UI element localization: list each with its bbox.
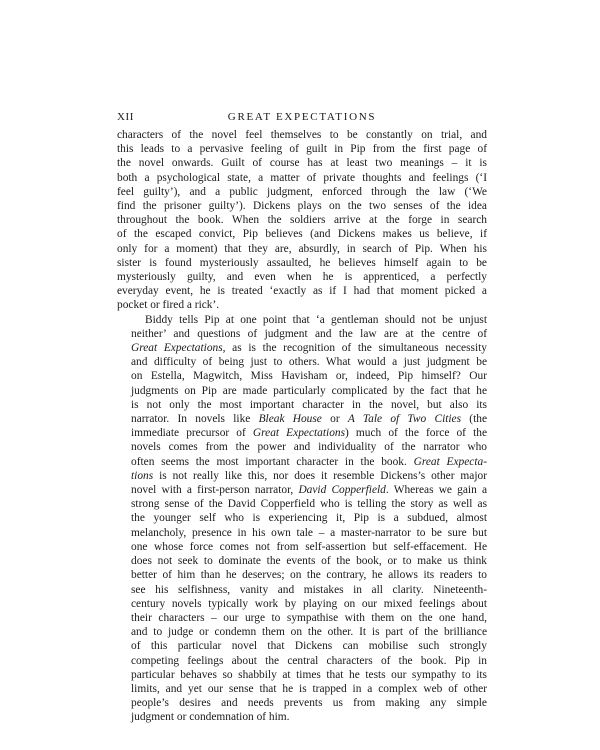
text-line: does not seek to dominate the events of the book, or to make us think xyxy=(131,555,487,568)
text-line: Biddy tells Pip at one point that ‘a gentleman should not be unjust xyxy=(145,313,487,326)
text-line: is not only the most important character in the novel, but also its xyxy=(131,398,487,411)
text-line: narrator. In novels like Bleak House or A Tale of Two Cities (the xyxy=(131,413,488,426)
text-line: particular behaves so shabbily at times that he tests our sympathy to its xyxy=(131,668,487,681)
text-line: feel guilty’), and a public judgment, enforced through the law (‘We xyxy=(117,185,487,198)
text-line: often seems the most important character in the book. Great Expecta- xyxy=(131,455,487,468)
text-line: find the prisoner guilty’). Dickens plays on the two senses of the idea xyxy=(117,200,487,213)
text-line: on Estella, Magwitch, Miss Havisham or, indeed, Pip himself? Our xyxy=(131,370,487,383)
text-line: both a psychological state, a matter of private thoughts and feelings (‘I xyxy=(117,171,487,184)
text-line: throughout the book. When the soldiers arrive at the forge in search xyxy=(117,214,487,227)
text-line: this leads to a pervasive feeling of guilt in Pip from the first page of xyxy=(117,143,487,156)
text-line: immediate precursor of Great Expectations) much of the force of the xyxy=(131,427,488,440)
text-line: novel with a first-person narrator, David Copperfield. Whereas we gain a xyxy=(131,484,487,497)
text-line: judgments on Pip are made particularly complicated by the fact that he xyxy=(131,384,487,397)
running-head xyxy=(117,111,487,127)
running-head-title: GREAT EXPECTATIONS xyxy=(227,111,377,123)
text-line: sister is found mysteriously assaulted, he believes himself again to be xyxy=(117,256,487,269)
text-line: better of him than he deserves; on the contrary, he allows its readers to xyxy=(131,569,487,582)
paragraph-1 xyxy=(117,128,487,313)
text-line: limits, and yet our sense that he is trapped in a complex web of other xyxy=(131,682,487,695)
text-line: strong sense of the David Copperfield who is telling the story as well as xyxy=(131,498,487,511)
page-number: XII xyxy=(117,111,135,123)
text-line: mysteriously guilty, and even when he is apprenticed, a perfectly xyxy=(117,271,487,284)
text-line: the younger self who is experiencing it, Pip is a subdued, almost xyxy=(131,512,487,525)
text-line: melancholy, presence in his own tale – a master-narrator to be sure but xyxy=(131,526,487,539)
text-line: pocket or fired a rick’. xyxy=(117,299,220,312)
paragraph-2 xyxy=(117,313,487,725)
text-line: of the escaped convict, Pip believes (and Dickens makes us believe, if xyxy=(117,228,487,241)
text-line: and difficulty of being just to others. What would a just judgment be xyxy=(131,356,487,369)
text-line: neither’ and questions of judgment and the law are at the centre of xyxy=(131,327,487,340)
text-line: novels comes from the power and individuality of the narrator who xyxy=(131,441,487,454)
text-line: one whose force comes not from self-assertion but self-effacement. He xyxy=(131,540,487,553)
text-line: their characters – our urge to sympathise with them on the one hand, xyxy=(131,611,487,624)
text-line: judgment or condemnation of him. xyxy=(131,711,290,724)
text-line: characters of the novel feel themselves to be constantly on trial, and xyxy=(117,129,487,141)
text-line: only for a moment) that they are, absurdly, in search of Pip. When his xyxy=(117,242,487,255)
text-line: everyday event, he is treated ‘exactly as if I had that moment picked a xyxy=(117,285,487,298)
text-line: century novels typically work by playing on our mixed feelings about xyxy=(131,597,487,610)
text-line: Great Expectations, as is the recognition of the simultaneous necessity xyxy=(131,342,487,355)
text-line: the novel onwards. Guilt of course has at least two meanings – it is xyxy=(117,157,487,170)
text-line: and to judge or condemn them on the other. It is part of the brilliance xyxy=(131,626,487,639)
text-line: people’s desires and needs prevents us from making any simple xyxy=(131,697,487,710)
text-line: see his selfishness, vanity and mistakes in all clarity. Nineteenth- xyxy=(131,583,487,596)
text-line: tions is not really like this, nor does it resemble Dickens’s other major xyxy=(131,469,487,482)
body-text xyxy=(117,128,487,725)
text-line: competing feelings about the central characters of the book. Pip in xyxy=(131,654,487,667)
text-line: of this particular novel that Dickens can mobilise such strongly xyxy=(131,640,487,653)
